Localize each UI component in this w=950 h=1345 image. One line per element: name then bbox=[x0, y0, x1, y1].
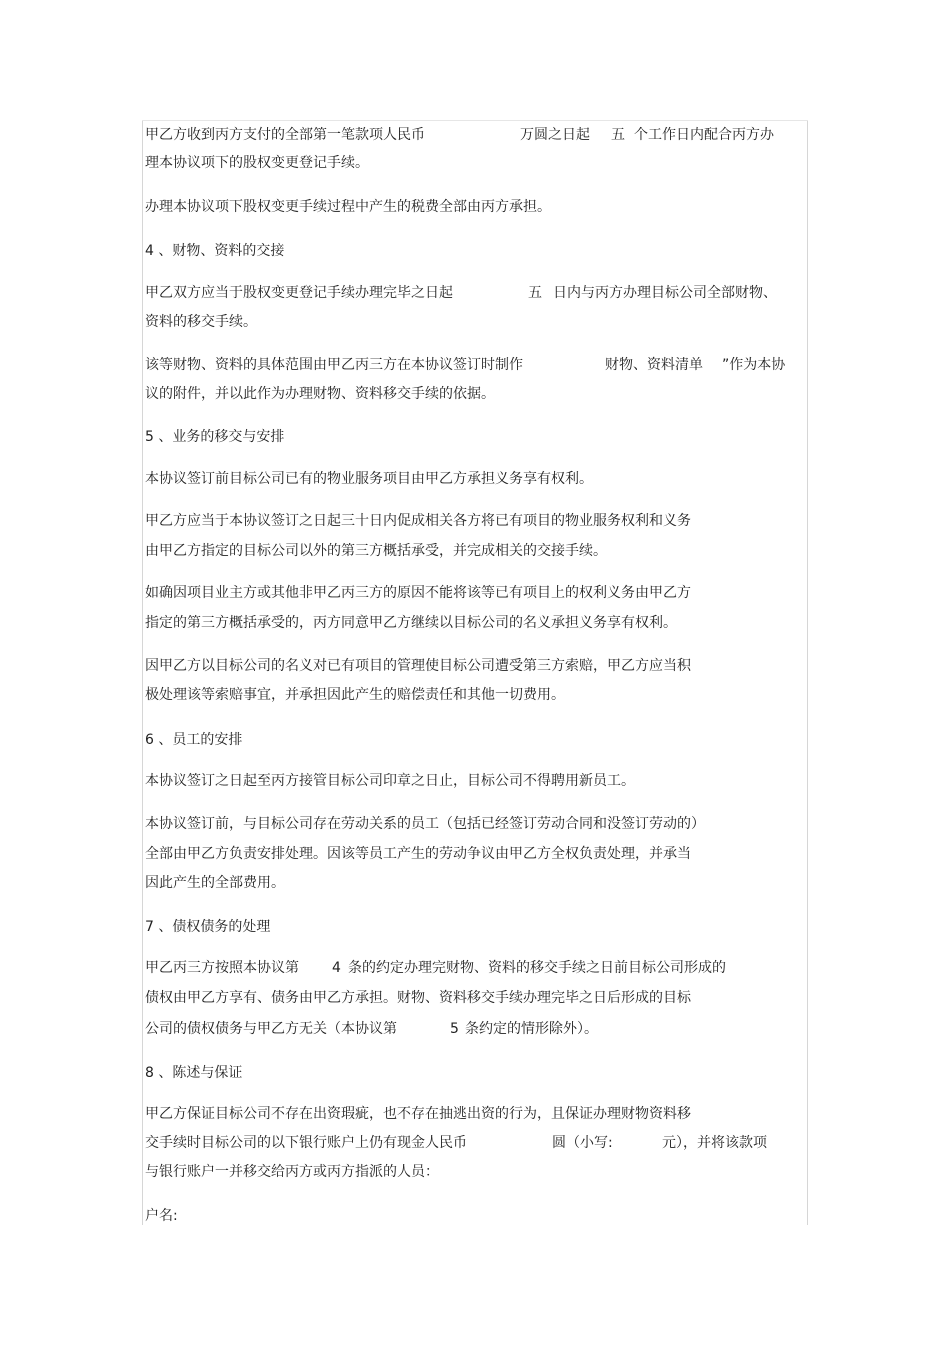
text-line: 指定的第三方概括承受的，丙方同意甲乙方继续以目标公司的名义承担义务享有权利。 bbox=[145, 615, 677, 631]
text-fragment: 财物、资料清单 bbox=[605, 357, 703, 373]
text-line: 因此产生的全部费用。 bbox=[145, 875, 285, 891]
text-line: 议的附件，并以此作为办理财物、资料移交手续的依据。 bbox=[145, 386, 495, 402]
section-heading: 6 、员工的安排 bbox=[145, 732, 243, 748]
top-border-line bbox=[142, 120, 808, 121]
text-fragment: 条的约定办理完财物、资料的移交手续之日前目标公司形成的 bbox=[348, 960, 726, 976]
text-line: 由甲乙方指定的目标公司以外的第三方概括承受，并完成相关的交接手续。 bbox=[145, 543, 607, 559]
text-line: 甲乙方保证目标公司不存在出资瑕疵，也不存在抽逃出资的行为，且保证办理财物资料移 bbox=[145, 1106, 691, 1122]
text-line: 公司的债权债务与甲乙方无关（本协议第 bbox=[145, 1021, 397, 1037]
section-heading: 4 、财物、资料的交接 bbox=[145, 243, 285, 259]
text-line: 债权由甲乙方享有、债务由甲乙方承担。财物、资料移交手续办理完毕之日后形成的目标 bbox=[145, 990, 691, 1006]
text-fragment: 日内与丙方办理目标公司全部财物、 bbox=[553, 285, 777, 301]
text-fragment: 个工作日内配合丙方办 bbox=[634, 127, 774, 143]
text-line: 甲乙方应当于本协议签订之日起三十日内促成相关各方将已有项目的物业服务权利和义务 bbox=[145, 513, 691, 529]
text-line: 户名: bbox=[145, 1208, 178, 1224]
text-fragment: 五 bbox=[528, 285, 542, 301]
text-line: 如确因项目业主方或其他非甲乙丙三方的原因不能将该等已有项目上的权利义务由甲乙方 bbox=[145, 585, 691, 601]
text-fragment: 元），并将该款项 bbox=[662, 1135, 767, 1151]
text-line: 交手续时目标公司的以下银行账户上仍有现金人民币 bbox=[145, 1135, 467, 1151]
section-heading: 7 、债权债务的处理 bbox=[145, 919, 271, 935]
text-line: 因甲乙方以目标公司的名义对已有项目的管理使目标公司遭受第三方索赔，甲乙方应当积 bbox=[145, 658, 691, 674]
text-fragment: 五 bbox=[611, 127, 625, 143]
left-margin-line bbox=[142, 120, 143, 1225]
text-fragment: 万圆之日起 bbox=[520, 127, 590, 143]
text-fragment: 5 bbox=[450, 1021, 459, 1037]
text-line: 本协议签订前目标公司已有的物业服务项目由甲乙方承担义务享有权利。 bbox=[145, 471, 593, 487]
right-margin-line bbox=[807, 120, 808, 1225]
text-line: 该等财物、资料的具体范围由甲乙丙三方在本协议签订时制作 bbox=[145, 357, 523, 373]
text-line: 本协议签订前，与目标公司存在劳动关系的员工（包括已经签订劳动合同和没签订劳动的） bbox=[145, 816, 705, 832]
text-fragment: 4 bbox=[332, 960, 341, 976]
text-fragment: 圆（小写: bbox=[552, 1135, 613, 1151]
text-line: 甲乙双方应当于股权变更登记手续办理完毕之日起 bbox=[145, 285, 453, 301]
text-line: 理本协议项下的股权变更登记手续。 bbox=[145, 155, 369, 171]
text-fragment: 条约定的情形除外）。 bbox=[465, 1021, 598, 1037]
text-line: 办理本协议项下股权变更手续过程中产生的税费全部由丙方承担。 bbox=[145, 199, 551, 215]
section-heading: 8 、陈述与保证 bbox=[145, 1065, 243, 1081]
text-fragment: ”作为本协 bbox=[722, 357, 786, 373]
text-line: 甲乙方收到丙方支付的全部第一笔款项人民币 bbox=[145, 127, 425, 143]
text-line: 与银行账户一并移交给丙方或丙方指派的人员： bbox=[145, 1164, 439, 1180]
text-line: 本协议签订之日起至丙方接管目标公司印章之日止，目标公司不得聘用新员工。 bbox=[145, 773, 635, 789]
text-line: 资料的移交手续。 bbox=[145, 314, 257, 330]
text-line: 极处理该等索赔事宜，并承担因此产生的赔偿责任和其他一切费用。 bbox=[145, 687, 565, 703]
section-heading: 5 、业务的移交与安排 bbox=[145, 429, 285, 445]
text-line: 全部由甲乙方负责安排处理。因该等员工产生的劳动争议由甲乙方全权负责处理，并承当 bbox=[145, 846, 691, 862]
text-line: 甲乙丙三方按照本协议第 bbox=[145, 960, 299, 976]
